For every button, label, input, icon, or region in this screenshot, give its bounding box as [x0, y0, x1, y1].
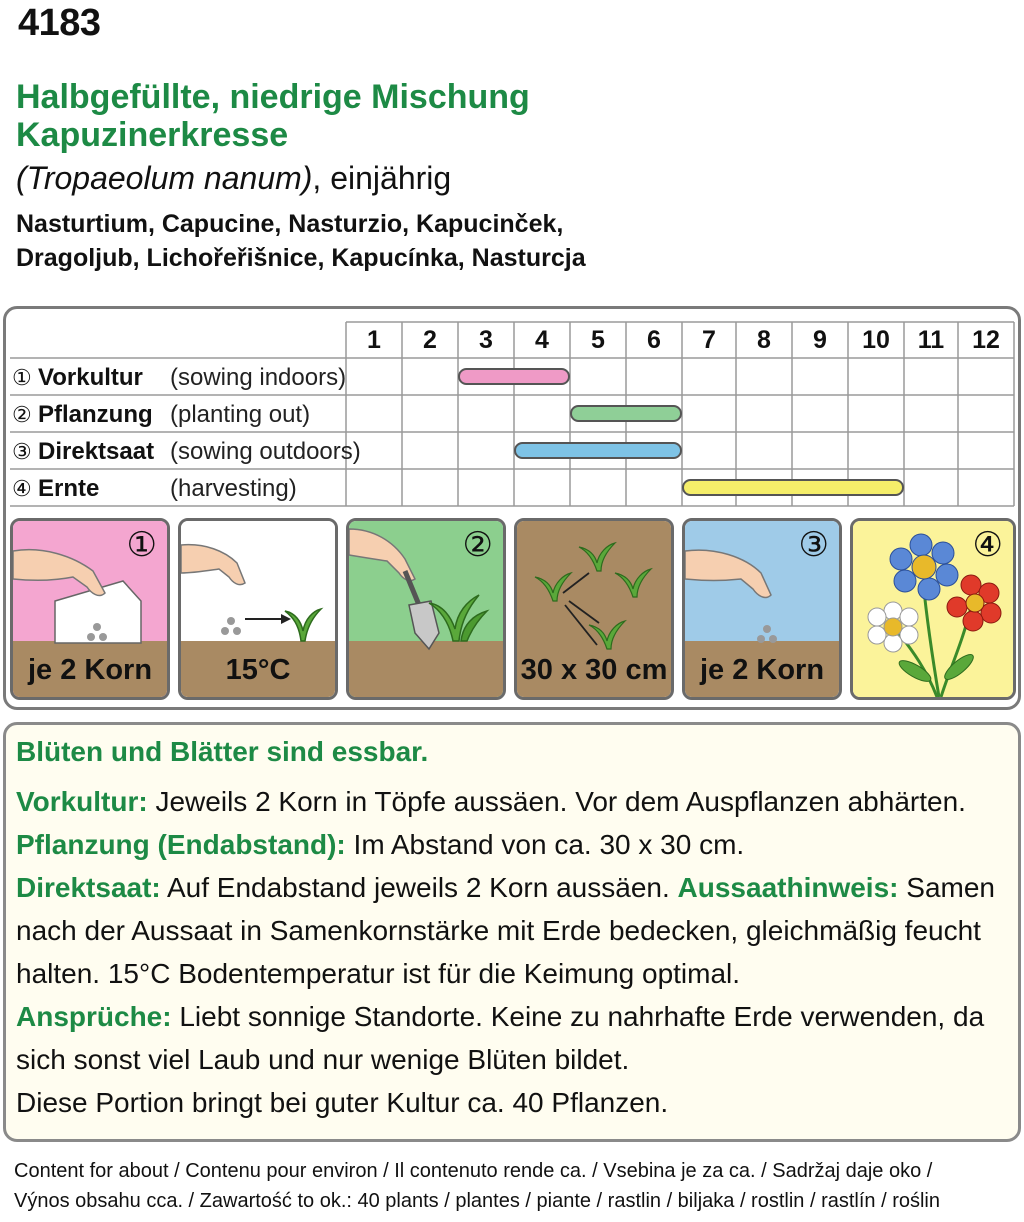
latin-suffix: , einjährig	[312, 160, 452, 196]
common-names-line1: Nasturtium, Capucine, Nasturzio, Kapucinček,	[16, 210, 564, 238]
info-portion: Diese Portion bringt bei guter Kultur ca. 40 Pflanzen.	[16, 1087, 669, 1118]
tile-spacing	[514, 518, 674, 700]
info-headline: Blüten und Blätter sind essbar.	[16, 736, 429, 767]
text-ansprueche: Liebt sonnige Standorte. Keine zu nahrhafte Erde verwenden, da	[171, 1001, 985, 1032]
row-ernte	[12, 475, 297, 503]
info-pflanzung	[16, 829, 744, 861]
step-badge: ①	[126, 526, 157, 564]
month-label: 12	[972, 326, 1000, 354]
month-label: 8	[757, 326, 771, 354]
row-label-de: Pflanzung	[38, 401, 153, 428]
text-pflanzung: Im Abstand von ca. 30 x 30 cm.	[345, 829, 745, 860]
row-vorkultur	[12, 364, 346, 392]
tile-germination	[178, 518, 338, 700]
tile-caption: je 2 Korn	[27, 654, 153, 686]
tile-caption: 30 x 30 cm	[520, 654, 668, 686]
row-number: ②	[12, 402, 32, 427]
calendar-bar-direktsaat	[514, 442, 682, 459]
month-label: 6	[647, 326, 661, 354]
text-vorkultur: Jeweils 2 Korn in Töpfe aussäen. Vor dem Auspflanzen abhärten.	[147, 786, 966, 817]
calendar-bar-ernte	[682, 479, 904, 496]
footer-content-line2: Výnos obsahu cca. / Zawartość to ok.: 40 plants / plantes / piante / rastlin / biljaka / rostlin / rastlín / roślin	[14, 1190, 940, 1212]
row-number: ③	[12, 439, 32, 464]
label-aussaathinweis: Aussaathinweis:	[677, 872, 899, 903]
info-direktsaat	[16, 872, 995, 904]
row-label-de: Direktsaat	[38, 438, 155, 465]
label-direktsaat: Direktsaat:	[16, 872, 161, 903]
step-badge: ③	[798, 526, 829, 564]
month-label: 10	[862, 326, 890, 354]
text-direktsaat: Auf Endabstand jeweils 2 Korn aussäen.	[160, 872, 678, 903]
step-badge: ②	[462, 526, 493, 564]
month-label: 11	[917, 326, 945, 354]
month-label: 1	[367, 326, 381, 354]
label-ansprueche: Ansprüche:	[16, 1001, 172, 1032]
tile-caption: je 2 Korn	[699, 654, 825, 686]
product-code: 4183	[18, 2, 101, 44]
tile-sowing-outdoors	[682, 518, 842, 700]
row-label-en: (sowing indoors)	[170, 364, 347, 391]
row-label-en: (planting out)	[170, 401, 311, 428]
product-subtitle: Kapuzinerkresse	[16, 116, 289, 154]
calendar-bar-vorkultur	[458, 368, 570, 385]
month-label: 9	[813, 326, 827, 354]
month-label: 4	[535, 326, 549, 354]
common-names-line2: Dragoljub, Lichořeřišnice, Kapucínka, Nasturcja	[16, 244, 586, 272]
latin-species: (Tropaeolum nanum)	[16, 160, 313, 196]
info-aussaat-cont2: halten. 15°C Bodentemperatur ist für die Keimung optimal.	[16, 958, 741, 989]
calendar-bar-pflanzung	[570, 405, 682, 422]
month-label: 5	[591, 326, 605, 354]
info-vorkultur	[16, 786, 966, 818]
month-label: 2	[423, 326, 437, 354]
month-label: 7	[702, 326, 716, 354]
tile-harvest	[850, 518, 1016, 700]
row-number: ①	[12, 365, 32, 390]
footer-content-line1: Content for about / Contenu pour environ / Il contenuto rende ca. / Vsebina je za ca. / Sadržaj daje oko /	[14, 1160, 933, 1182]
info-ansprueche	[16, 1001, 984, 1033]
latin-name	[16, 160, 451, 197]
tile-caption: 15°C	[225, 654, 291, 686]
row-number: ④	[12, 476, 32, 501]
month-label: 3	[479, 326, 493, 354]
row-direktsaat	[12, 438, 361, 466]
row-pflanzung	[12, 401, 310, 429]
row-label-en: (harvesting)	[170, 475, 297, 502]
info-ansprueche-cont: sich sonst viel Laub und nur wenige Blüten bildet.	[16, 1044, 630, 1075]
tile-planting-out	[346, 518, 506, 700]
label-pflanzung: Pflanzung (Endabstand):	[16, 829, 346, 860]
product-title: Halbgefüllte, niedrige Mischung	[16, 78, 530, 116]
info-aussaat-cont1: nach der Aussaat in Samenkornstärke mit Erde bedecken, gleichmäßig feucht	[16, 915, 981, 946]
text-aussaathinweis: Samen	[898, 872, 995, 903]
tile-sowing-indoors	[10, 518, 170, 700]
row-label-de: Ernte	[38, 475, 100, 502]
row-label-en: (sowing outdoors)	[170, 438, 361, 465]
label-vorkultur: Vorkultur:	[16, 786, 148, 817]
row-label-de: Vorkultur	[38, 364, 143, 391]
step-badge: ④	[972, 526, 1003, 564]
